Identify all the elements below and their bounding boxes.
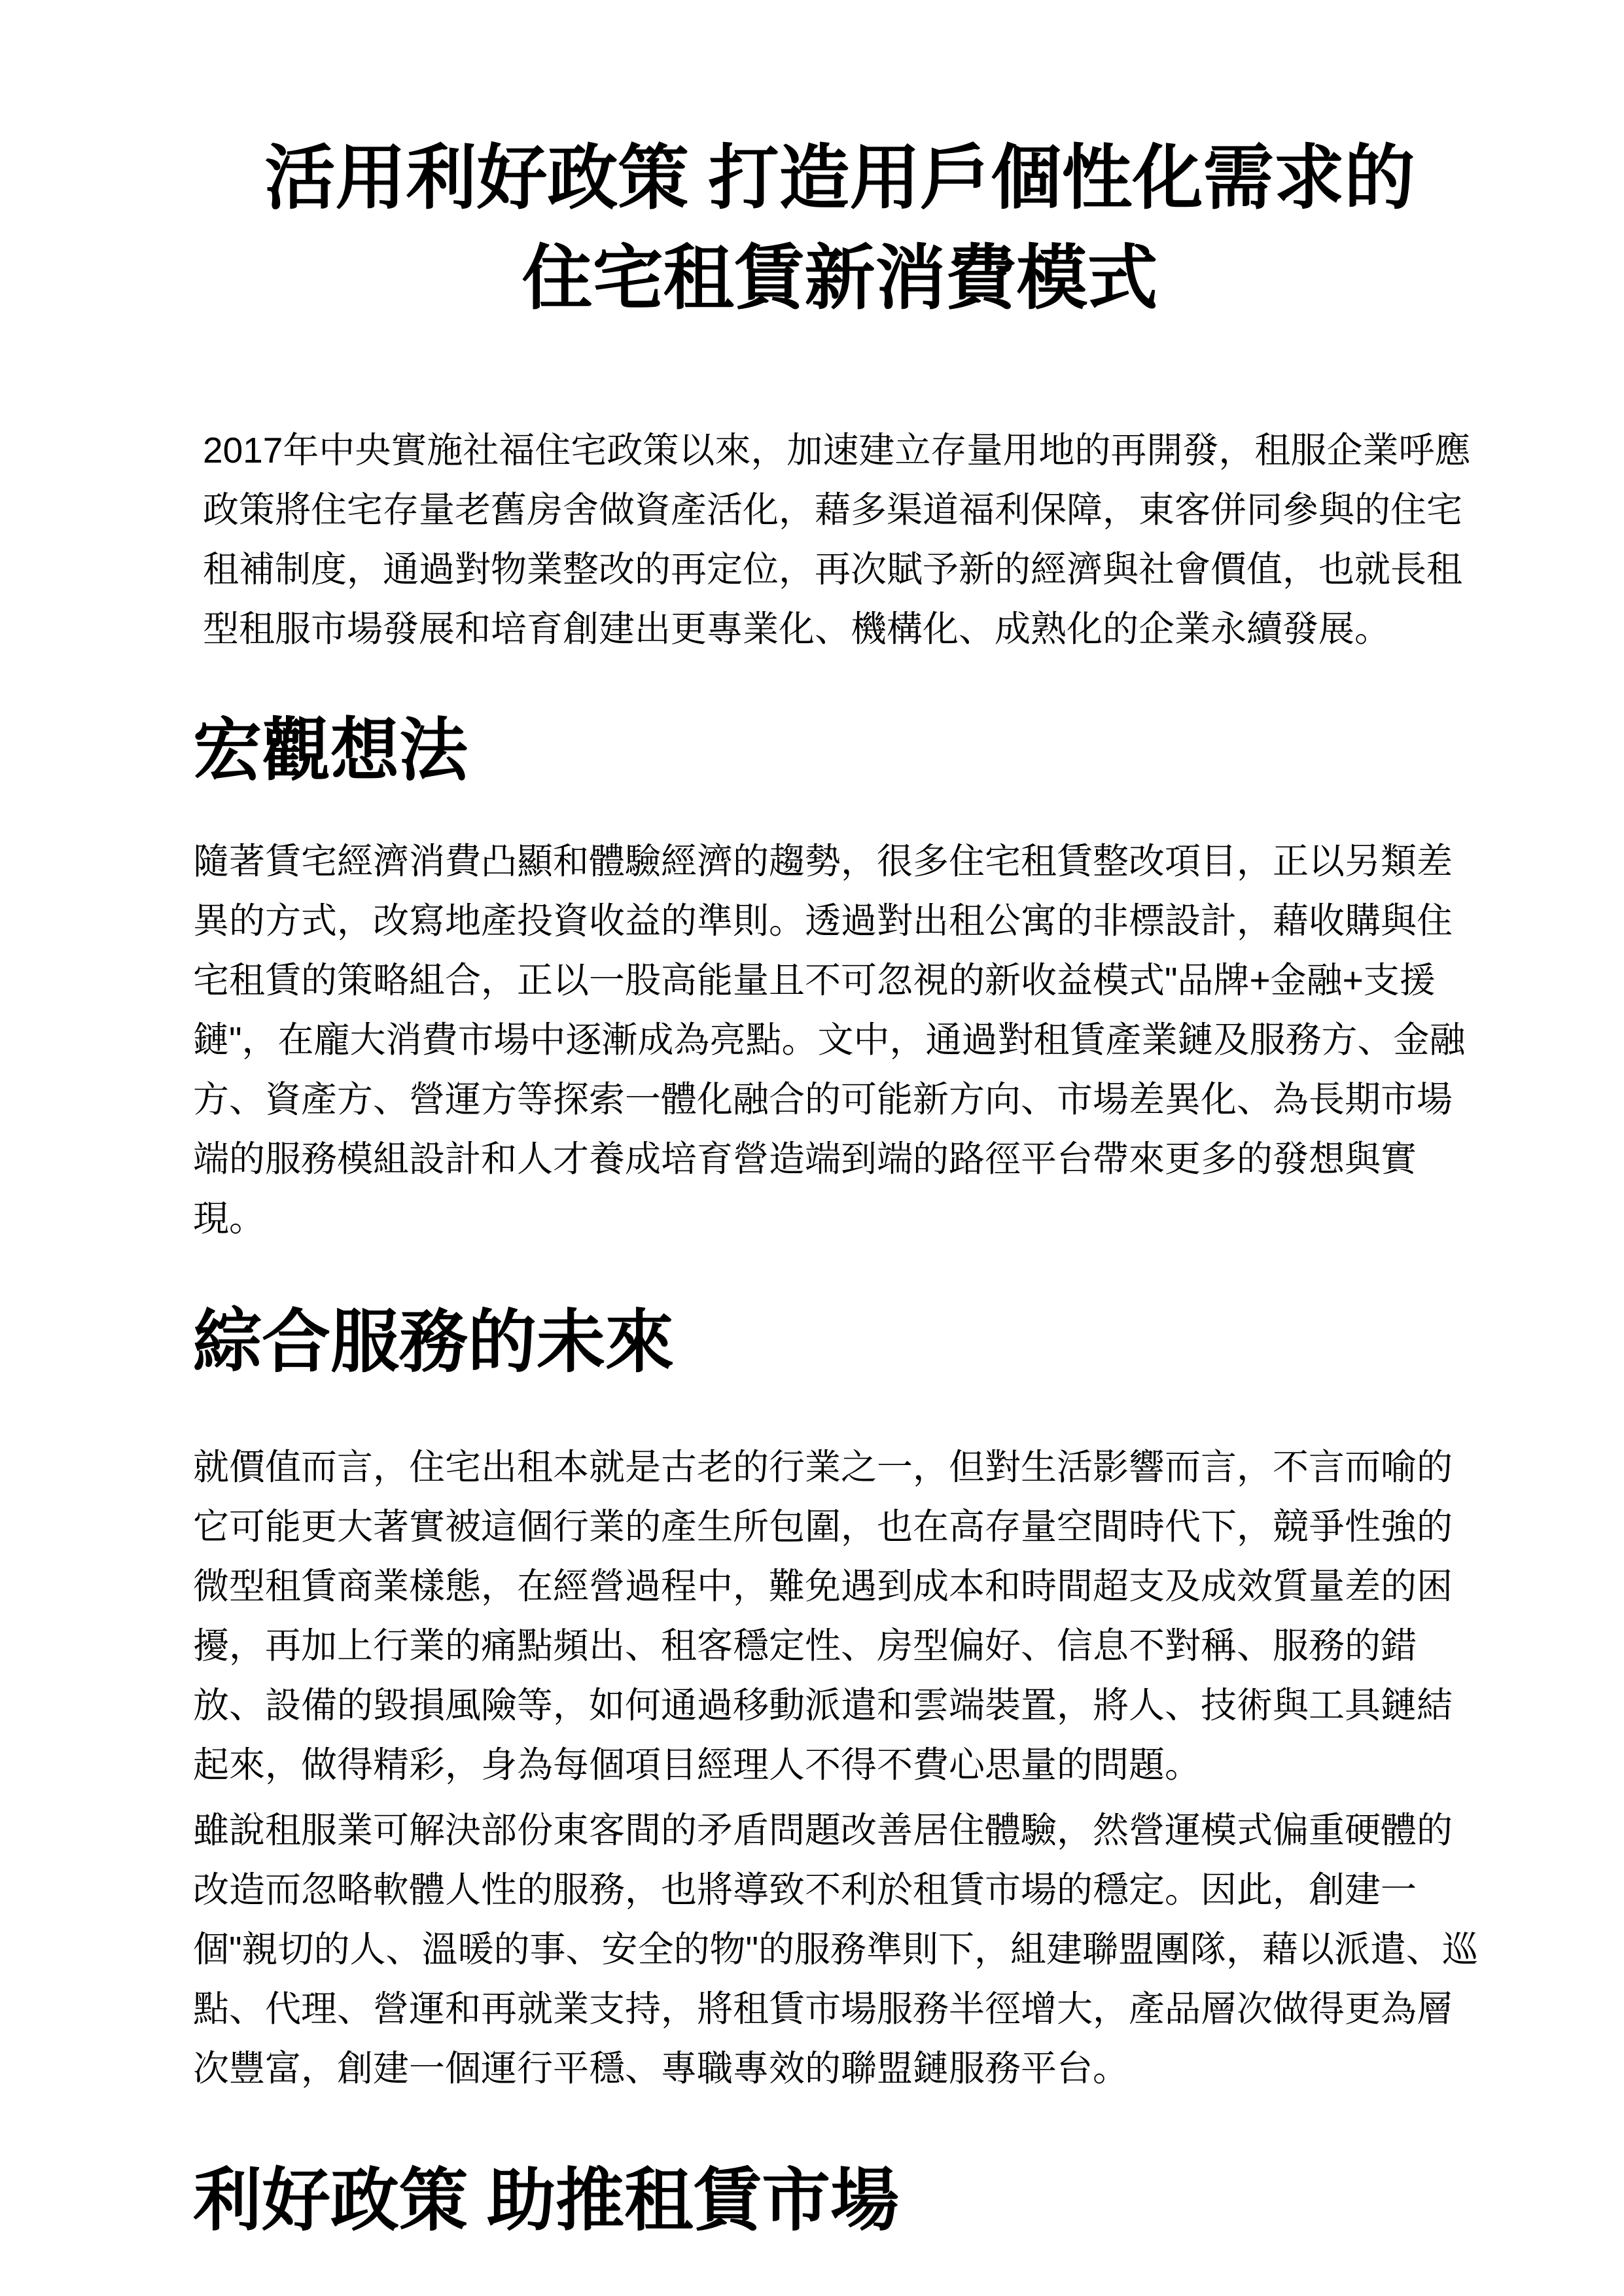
section-heading-macro-thoughts: 宏觀想法 <box>193 713 468 789</box>
article-title: 活用利好政策 打造用戶個性化需求的住宅租賃新消費模式 <box>264 138 1415 317</box>
section-paragraph-future-1: 就價值而言，住宅出租本就是古老的行業之一，但對生活影響而言，不言而喻的它可能更大著實被這個行業的產生所包圍，也在高存量空間時代下，競爭性強的微型租賃商業樣態，在經營過程中，難免遇到成本和時間超支及成效質量差的困擾，再加上行業的痛點頻出、租客穩定性、房型偏好、信息不對稱、服務的錯放、設備的毀損風險等，如何通過移動派遣和雲端裝置，將人、技術與工具鏈結起來，做得精彩，身為每個項目經理人不得不費心思量的問題。 <box>193 1447 1453 1785</box>
section-heading-favorable-policy: 利好政策 助推租賃市場 <box>193 2163 900 2239</box>
section-paragraph-macro-thoughts: 隨著賃宅經濟消費凸顯和體驗經濟的趨勢，很多住宅租賃整改項目，正以另類差異的方式，改寫地產投資收益的準則。透過對出租公寓的非標設計，藉收購與住宅租賃的策略組合，正以一股高能量且不可忽視的新收益模式"品牌+金融+支援鏈"，在龐大消費市場中逐漸成為亮點。文中，通過對租賃產業鏈及服務方、金融方、資產方、營運方等探索一體化融合的可能新方向、市場差異化、為長期市場端的服務模組設計和人才養成培育營造端到端的路徑平台帶來更多的發想與實現。 <box>193 841 1466 1239</box>
section-paragraph-future-2: 雖說租服業可解決部份東客間的矛盾問題改善居住體驗，然營運模式偏重硬體的改造而忽略軟體人性的服務，也將導致不利於租賃市場的穩定。因此，創建一個"親切的人、溫暖的事、安全的物"的服務準則下，組建聯盟團隊，藉以派遣、巡點、代理、營運和再就業支持，將租賃市場服務半徑增大，產品層次做得更為層次豐富，創建一個運行平穩、專職專效的聯盟鏈服務平台。 <box>193 1810 1479 2089</box>
intro-paragraph: 2017年中央實施社福住宅政策以來，加速建立存量用地的再開發，租服企業呼應政策將住宅存量老舊房舍做資產活化，藉多渠道福利保障，東客併同參與的住宅租補制度，通過對物業整改的再定位，再次賦予新的經濟與社會價值，也就長租型租服市場發展和培育創建出更專業化、機構化、成熟化的企業永續發展。 <box>203 430 1471 649</box>
section-heading-future-of-integrated-services: 綜合服務的未來 <box>193 1304 675 1381</box>
